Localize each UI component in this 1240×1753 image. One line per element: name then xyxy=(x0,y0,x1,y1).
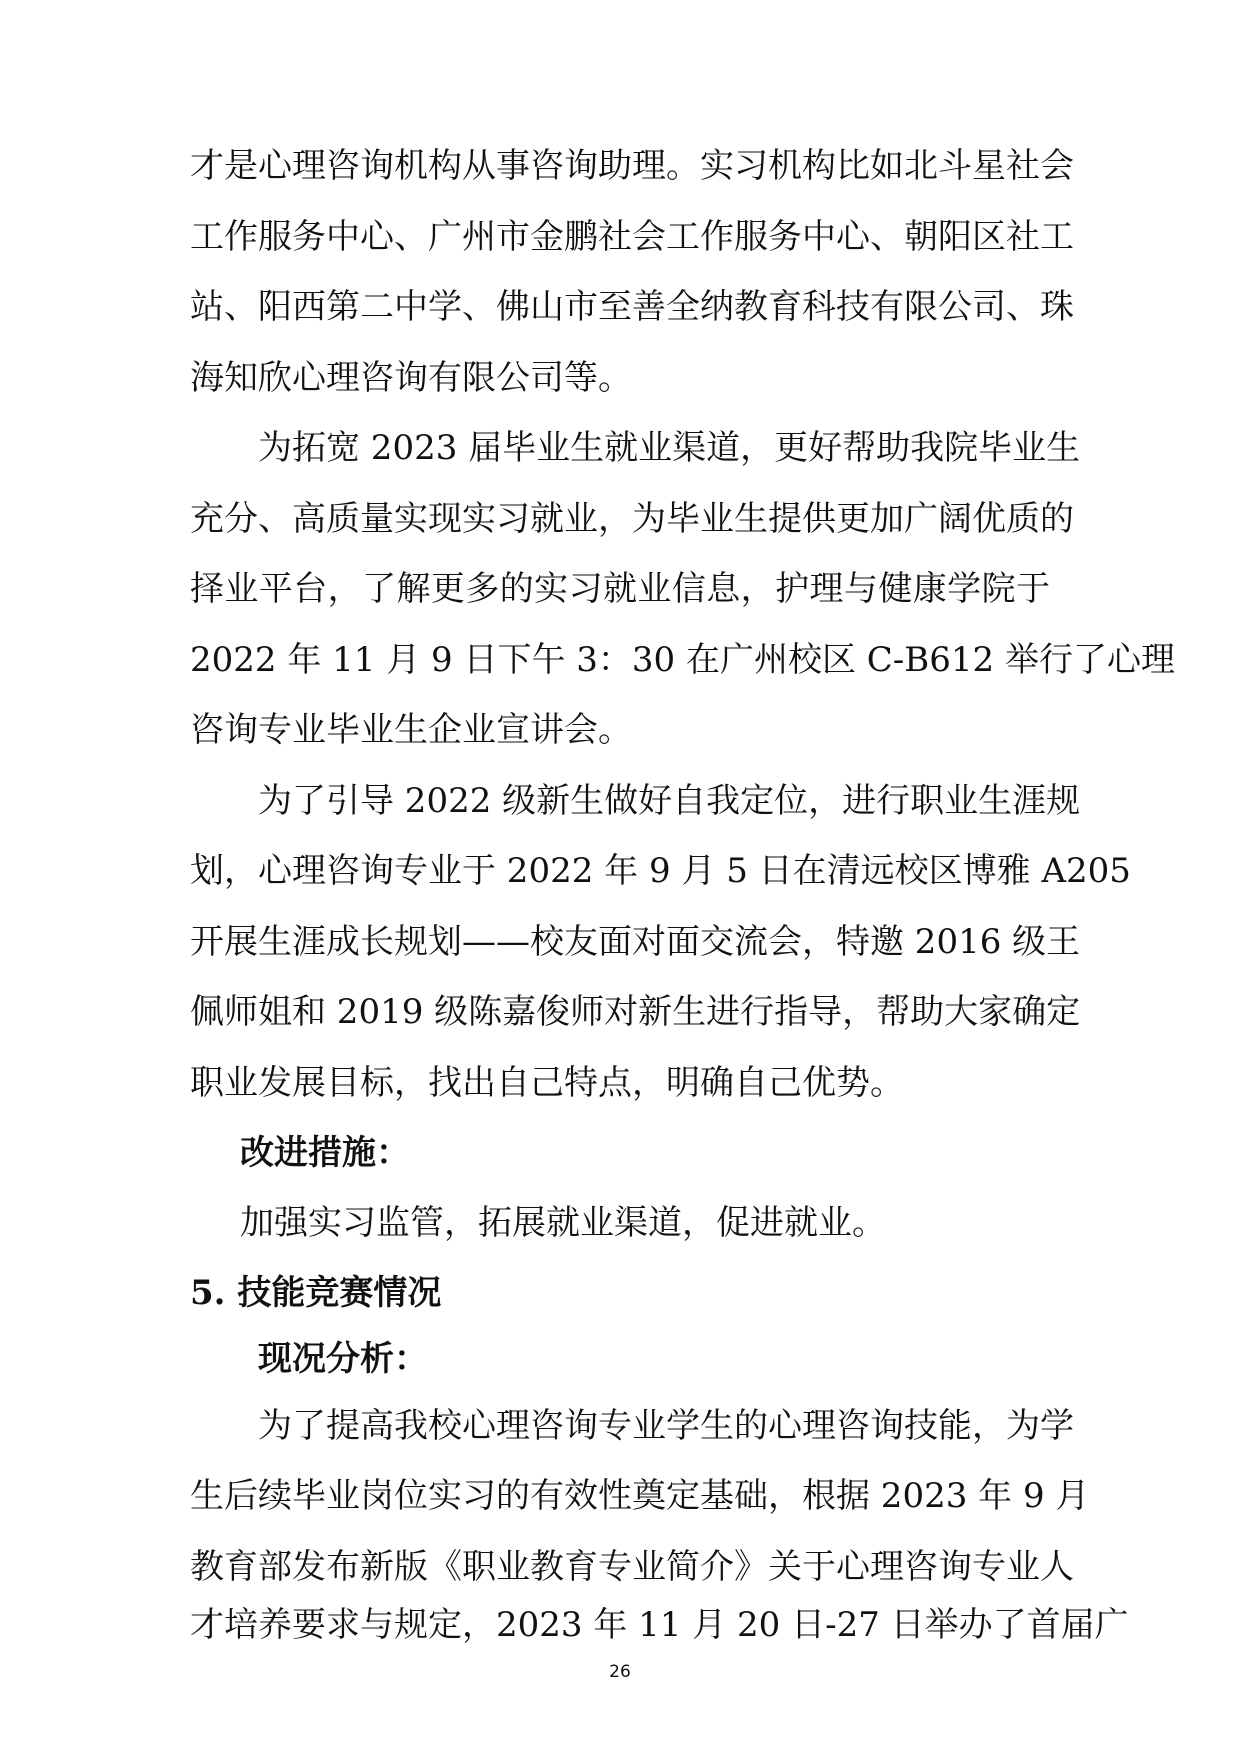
status-heading: 现况分析： xyxy=(258,1339,428,1379)
paragraph-line: 为拓宽 2023 届毕业生就业渠道，更好帮助我院毕业生 xyxy=(258,428,1081,468)
improve-text: 加强实习监管，拓展就业渠道，促进就业。 xyxy=(240,1203,886,1243)
paragraph-line: 为了引导 2022 级新生做好自我定位，进行职业生涯规 xyxy=(258,781,1081,821)
paragraph-line: 开展生涯成长规划——校友面对面交流会，特邀 2016 级王 xyxy=(190,922,1081,962)
paragraph-line: 择业平台，了解更多的实习就业信息，护理与健康学院于 xyxy=(190,569,1050,609)
paragraph-line: 划，心理咨询专业于 2022 年 9 月 5 日在清远校区博雅 A205 xyxy=(190,851,1131,891)
paragraph-line: 海知欣心理咨询有限公司等。 xyxy=(190,358,632,398)
paragraph-line: 咨询专业毕业生企业宣讲会。 xyxy=(190,710,632,750)
paragraph-line: 才培养要求与规定，2023 年 11 月 20 日-27 日举办了首届广 xyxy=(190,1605,1129,1645)
paragraph-line: 为了提高我校心理咨询专业学生的心理咨询技能，为学 xyxy=(258,1406,1074,1446)
paragraph-line: 教育部发布新版《职业教育专业简介》关于心理咨询专业人 xyxy=(190,1547,1074,1587)
section-heading: 5. 技能竞赛情况 xyxy=(190,1273,442,1313)
paragraph-line: 站、阳西第二中学、佛山市至善全纳教育科技有限公司、珠 xyxy=(190,287,1074,327)
paragraph-line: 生后续毕业岗位实习的有效性奠定基础，根据 2023 年 9 月 xyxy=(190,1476,1090,1516)
paragraph-line: 职业发展目标，找出自己特点，明确自己优势。 xyxy=(190,1063,904,1103)
paragraph-line: 2022 年 11 月 9 日下午 3：30 在广州校区 C-B612 举行了心理 xyxy=(190,640,1175,680)
page-number: 26 xyxy=(609,1662,631,1682)
paragraph-line: 佩师姐和 2019 级陈嘉俊师对新生进行指导，帮助大家确定 xyxy=(190,992,1081,1032)
paragraph-line: 工作服务中心、广州市金鹏社会工作服务中心、朝阳区社工 xyxy=(190,217,1074,257)
paragraph-line: 充分、高质量实现实习就业，为毕业生提供更加广阔优质的 xyxy=(190,499,1074,539)
improve-heading: 改进措施： xyxy=(240,1133,410,1173)
paragraph-line: 才是心理咨询机构从事咨询助理。实习机构比如北斗星社会 xyxy=(190,146,1074,186)
